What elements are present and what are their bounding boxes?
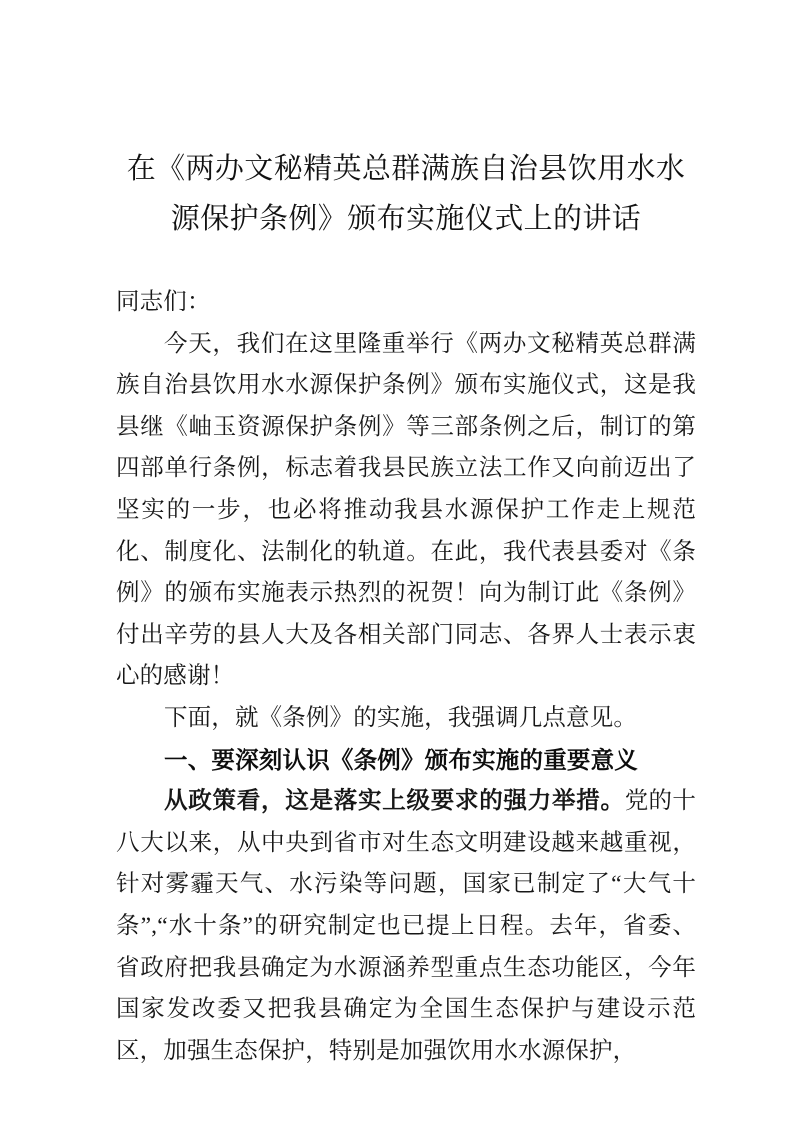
section-heading-1: 一、要深刻认识《条例》颁布实施的重要意义 xyxy=(164,746,638,773)
page-title xyxy=(116,144,696,244)
section-1-body-text: 党的十八大以来，从中央到省市对生态文明建设越来越重视，针对雾霾天气、水污染等问题，国家已制定了“大气十条”,“水十条”的研究制定也已提上日程。去年，省委、省政府把我县确定为水源涵养型重点生态功能区，今年国家发改委又把我县确定为全国生态保护与建设示范区，加强生态保护，特别是加强饮用水水源保护， xyxy=(116,788,696,1064)
section-1-paragraph xyxy=(116,781,696,1072)
document-body xyxy=(116,282,696,1072)
title-line-2: 源保护条例》颁布实施仪式上的讲话 xyxy=(170,203,642,235)
paragraph-opening: 今天，我们在这里隆重举行《两办文秘精英总群满族自治县饮用水水源保护条例》颁布实施仪式，这是我县继《岫玉资源保护条例》等三部条例之后，制订的第四部单行条例，标志着我县民族立法工作又向前迈出了坚实的一步，也必将推动我县水源保护工作走上规范化、制度化、法制化的轨道。在此，我代表县委对《条例》的颁布实施表示热烈的祝贺！向为制订此《条例》付出辛劳的县人大及各相关部门同志、各界人士表示衷心的感谢！ xyxy=(116,330,696,690)
salutation: 同志们： xyxy=(116,289,211,315)
paragraph-transition: 下面，就《条例》的实施，我强调几点意见。 xyxy=(164,704,637,731)
section-1-lead-phrase: 从政策看，这是落实上级要求的强力举措。 xyxy=(164,788,625,815)
title-line-1: 在《两办文秘精英总群满族自治县饮用水水 xyxy=(126,153,686,185)
